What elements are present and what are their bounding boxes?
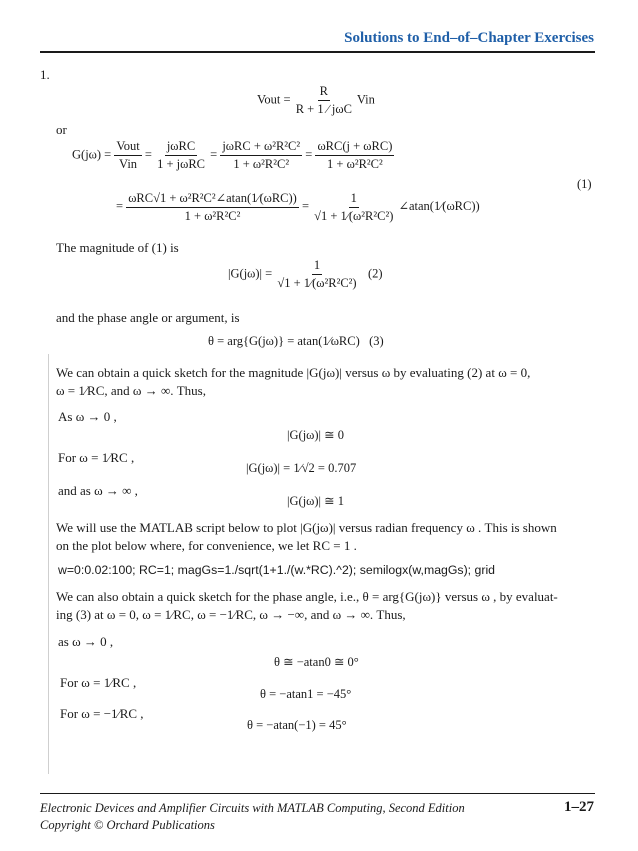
as-omega-0-phase: as ω → 0 , bbox=[58, 634, 114, 649]
vout-den: R + 1 ∕ jωC bbox=[295, 102, 352, 116]
g-frac4 bbox=[315, 139, 394, 172]
paragraph-rule bbox=[48, 354, 49, 774]
for-omega-neg-phase: For ω = −1∕RC , bbox=[60, 706, 144, 721]
g-frac5 bbox=[126, 190, 299, 224]
phase-sketch-line2: ing (3) at ω = 0, ω = 1∕RC, ω = −1∕RC, ω → −∞, and ω → ∞. Thus, bbox=[56, 607, 406, 622]
page-number: 1–27 bbox=[564, 799, 594, 815]
eq2-label: (2) bbox=[367, 266, 383, 281]
result-ph-0: θ ≅ −atan0 ≅ 0° bbox=[274, 655, 359, 669]
vout-fraction bbox=[294, 84, 354, 117]
mag-frac bbox=[275, 258, 358, 291]
g-frac2-den: 1 + jωRC bbox=[157, 157, 205, 171]
matlab-code: w=0:0.02:100; RC=1; magGs=1./sqrt(1+1./(w.*RC).^2); semilogx(w,magGs); grid bbox=[58, 563, 496, 577]
g-frac2-num: jωRC bbox=[165, 139, 197, 156]
mag-lhs: |G(jω)| = bbox=[228, 266, 273, 281]
g-frac5-num: ωRC√1 + ω²R²C²∠atan(1∕(ωRC)) bbox=[126, 190, 299, 208]
g-frac6-tail: ∠atan(1∕(ωRC)) bbox=[398, 198, 480, 213]
exercise-number: 1. bbox=[40, 67, 50, 82]
mag-num: 1 bbox=[312, 258, 322, 275]
sketch-magnitude-line1: We can obtain a quick sketch for the magnitude |G(jω)| versus ω by evaluating (2) at ω = 0, bbox=[56, 365, 531, 380]
g-equation-line1: G(jω) = $\frac{\text{Vout}}{\text{Vin}}$ = $\frac{\text{jωRC}}{\text{1 + jωRC}}$ = $\frac{\text{jωRC + ω²R²C²}}{\text{1 + ω²R²C²}}$ = $\frac{\text{ωRC(j + ωRC)}}{\text{1 + ω²R²C²}}$ bbox=[72, 139, 393, 171]
g-frac6-den: √1 + 1∕(ω²R²C²) bbox=[314, 208, 394, 223]
vout-lhs: Vout bbox=[257, 92, 281, 107]
g-frac1 bbox=[114, 139, 141, 172]
section-title: Solutions to End–of–Chapter Exercises bbox=[344, 30, 594, 46]
footer-rule bbox=[40, 793, 595, 794]
footer-copyright: Copyright © Orchard Publications bbox=[40, 818, 215, 832]
phase-sketch-line1: We can also obtain a quick sketch for the phase angle, i.e., θ = arg{G(jω)} versus ω , by evaluat- bbox=[56, 589, 558, 604]
result-mag-inf: |G(jω)| ≅ 1 bbox=[287, 494, 345, 508]
g-frac6-num: 1 bbox=[349, 191, 359, 208]
result-ph-neg: θ = −atan(−1) = 45° bbox=[247, 718, 347, 732]
vout-num: R bbox=[318, 84, 330, 101]
for-omega-1rc-phase: For ω = 1∕RC , bbox=[60, 675, 137, 690]
g-frac1-den: Vin bbox=[119, 157, 138, 171]
g-frac5-den: 1 + ω²R²C² bbox=[184, 209, 241, 223]
header-rule bbox=[40, 51, 595, 53]
as-omega-0: As ω → 0 , bbox=[58, 409, 117, 424]
and-as-omega-inf: and as ω → ∞ , bbox=[58, 483, 138, 498]
result-ph-1rc: θ = −atan1 = −45° bbox=[260, 687, 352, 701]
g-lhs: G(jω) = bbox=[72, 147, 112, 162]
eq1-label: (1) bbox=[577, 177, 592, 191]
vout-rhs: Vin bbox=[356, 92, 375, 107]
for-omega-1rc: For ω = 1∕RC , bbox=[58, 450, 135, 465]
vout-equation: Vout = $\frac{R}{\text{R + 1 ∕ jωC}}$ Vin bbox=[257, 84, 375, 116]
g-frac4-num: ωRC(j + ωRC) bbox=[315, 139, 394, 156]
mag-den: √1 + 1∕(ω²R²C²) bbox=[277, 276, 357, 290]
g-frac3-den: 1 + ω²R²C² bbox=[233, 157, 290, 171]
magnitude-intro: The magnitude of (1) is bbox=[56, 240, 179, 255]
result-mag-0: |G(jω)| ≅ 0 bbox=[287, 428, 345, 442]
phase-intro: and the phase angle or argument, is bbox=[56, 310, 240, 325]
or-text: or bbox=[56, 122, 67, 137]
matlab-intro-line1: We will use the MATLAB script below to plot |G(jω)| versus radian frequency ω . This is shown bbox=[56, 520, 557, 535]
phase-equation bbox=[208, 334, 384, 349]
g-frac3-num: jωRC + ω²R²C² bbox=[220, 139, 302, 156]
magnitude-equation bbox=[228, 258, 383, 291]
g-equation-line2: = $\frac{\text{ωRC√1 + ω²R²C²∠atan(1∕(ωRC))}}{\text{1 + ω²R²C²}}$ = $\frac{1}{\text{√1 + 1∕(ω²R²C²)}}$ ∠atan(1∕(ωRC)) bbox=[116, 190, 480, 223]
g-frac3 bbox=[220, 139, 302, 172]
matlab-intro-line2: on the plot below where, for convenience, we let RC = 1 . bbox=[56, 538, 357, 553]
sketch-magnitude-line2: ω = 1∕RC, and ω → ∞. Thus, bbox=[56, 383, 206, 398]
result-mag-1rc: |G(jω)| = 1∕√2 = 0.707 bbox=[246, 461, 357, 475]
footer-book-title: Electronic Devices and Amplifier Circuits with MATLAB Computing, Second Edition bbox=[40, 801, 465, 815]
phase-body: θ = arg{G(jω)} = atan(1∕ωRC) bbox=[208, 334, 360, 348]
eq3-label: (3) bbox=[369, 334, 384, 348]
g-frac2 bbox=[155, 139, 207, 172]
g-frac6 bbox=[312, 191, 395, 224]
g-frac1-num: Vout bbox=[114, 139, 141, 156]
g-frac4-den: 1 + ω²R²C² bbox=[327, 157, 383, 171]
